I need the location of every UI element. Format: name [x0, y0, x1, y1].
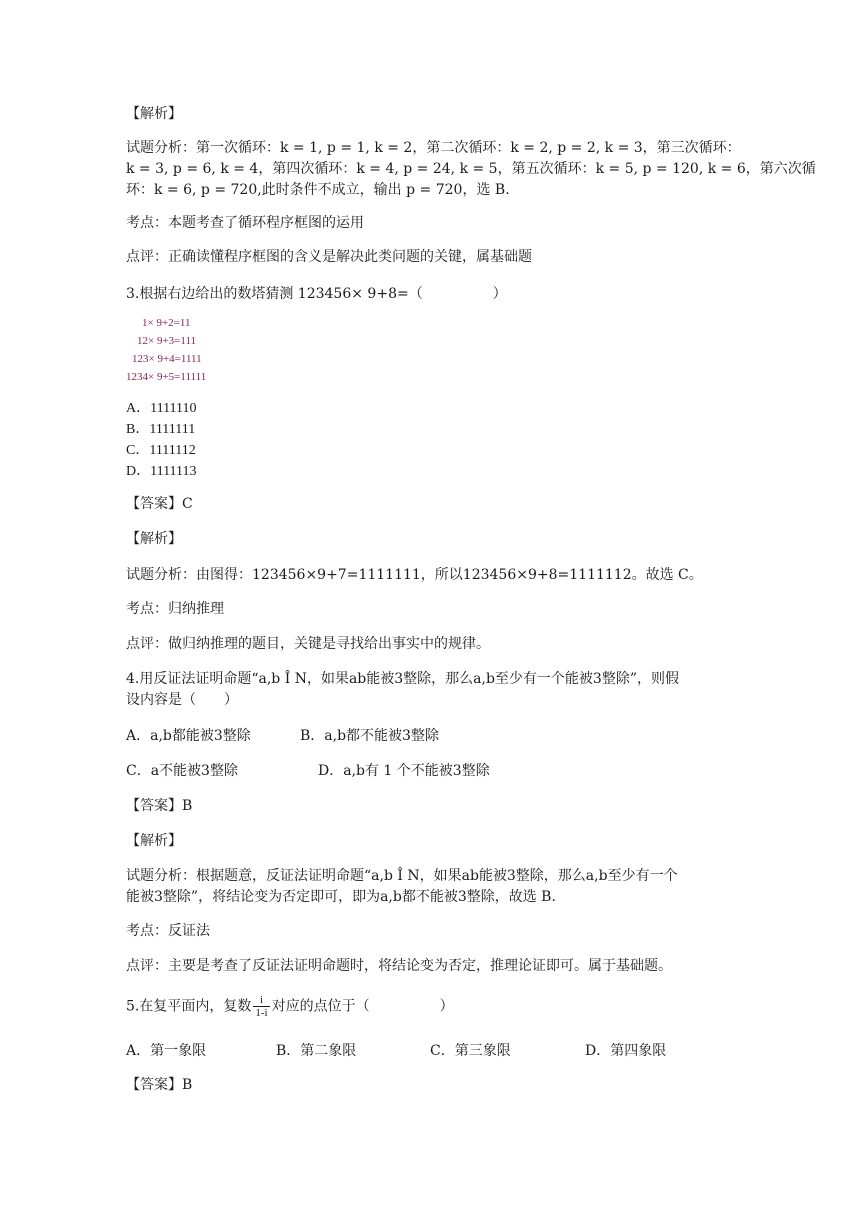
q4-option-d: D．a,b有 1 个不能被3整除: [318, 763, 490, 779]
q3-option-d: D．1111113: [126, 464, 197, 479]
q3-kaodian: 考点：归纳推理: [126, 601, 224, 617]
q5-option-c: C．第三象限: [430, 1043, 511, 1059]
s1-analysis-line-1: 试题分析：第一次循环：k = 1, p = 1, k = 2，第二次循环：k = 2, p = 2, k = 3，第三次循环：: [126, 140, 741, 156]
s1-dianping: 点评：正确读懂程序框图的含义是解决此类问题的关键，属基础题: [126, 249, 532, 265]
tower-row-1: 1× 9+2=11: [142, 317, 191, 329]
tower-row-4: 1234× 9+5=11111: [126, 371, 207, 383]
q4-stem-line-1: 4.用反证法证明命题“a,b Î N，如果ab能被3整除，那么a,b至少有一个能被3整除”，则假: [126, 671, 679, 687]
q5-stem-prefix: 5.在复平面内，复数: [126, 998, 252, 1015]
q3-analysis: 试题分析：由图得：123456×9+7=1111111，所以123456×9+8=1111112。故选 C。: [126, 567, 703, 583]
q5-stem-suffix: 对应的点位于（ ）: [271, 998, 454, 1015]
q5-option-b: B．第二象限: [276, 1043, 357, 1059]
tower-row-3: 123× 9+4=1111: [132, 353, 202, 365]
q4-dianping: 点评：主要是考查了反证法证明命题时，将结论变为否定，推理论证即可。属于基础题。: [126, 958, 672, 974]
q4-option-b: B．a,b都不能被3整除: [300, 728, 439, 744]
q3-option-a: A．1111110: [126, 401, 197, 416]
s1-analysis-line-3: 环：k = 6, p = 720,此时条件不成立，输出 p = 720，选 B.: [126, 182, 510, 198]
q4-option-c: C．a不能被3整除: [126, 763, 238, 779]
s1-kaodian: 考点：本题考查了循环程序框图的运用: [126, 215, 364, 231]
q3-dianping: 点评：做归纳推理的题目，关键是寻找给出事实中的规律。: [126, 636, 490, 652]
q5-option-a: A．第一象限: [126, 1043, 207, 1059]
s1-analysis-line-2: k = 3, p = 6, k = 4，第四次循环：k = 4, p = 24, k = 5，第五次循环：k = 5, p = 120, k = 6，第六次循: [126, 161, 816, 177]
q4-kaodian: 考点：反证法: [126, 923, 210, 939]
q3-answer: 【答案】C: [126, 496, 193, 512]
tower-row-2: 12× 9+3=111: [137, 335, 197, 347]
q5-fraction: [253, 994, 269, 1019]
q3-option-b: B．1111111: [126, 422, 196, 437]
q4-answer: 【答案】B: [126, 798, 193, 814]
q4-analysis-line-1: 试题分析：根据题意，反证法证明命题“a,b Î N，如果ab能被3整除，那么a,b至少有一个: [126, 868, 678, 884]
s1-jiexi-heading: 【解析】: [126, 106, 182, 122]
q5-fraction-denominator: 1-i: [255, 1007, 268, 1019]
q5-answer: 【答案】B: [126, 1077, 193, 1093]
q4-analysis-line-2: 能被3整除”，将结论变为否定即可，即为a,b都不能被3整除，故选 B.: [126, 889, 556, 905]
q5-option-d: D．第四象限: [585, 1043, 667, 1059]
q4-option-a: A．a,b都能被3整除: [126, 728, 251, 744]
q3-jiexi-heading: 【解析】: [126, 531, 182, 547]
q5-stem: [126, 994, 454, 1019]
q5-fraction-numerator: i: [253, 994, 269, 1007]
q4-jiexi-heading: 【解析】: [126, 833, 182, 849]
q3-stem: 3.根据右边给出的数塔猜测 123456× 9+8=（ ）: [126, 286, 507, 302]
q4-stem-line-2: 设内容是（ ）: [126, 692, 238, 708]
q3-option-c: C．1111112: [126, 443, 196, 458]
